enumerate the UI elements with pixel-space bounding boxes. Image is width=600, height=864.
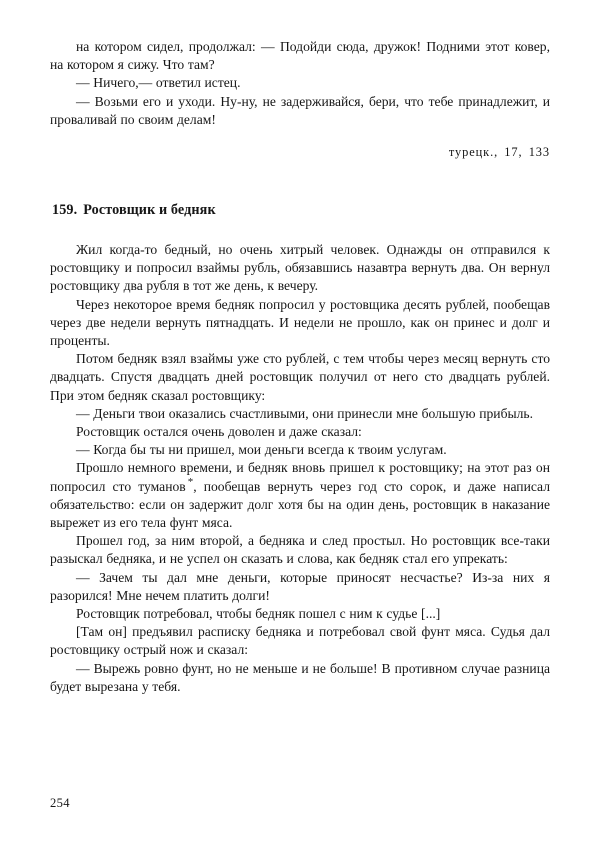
- paragraph-7: — Зачем ты дал мне деньги, которые приносят несчастье? Из-за них я разорился! Мне нечем платить долги!: [50, 569, 550, 603]
- paragraph-1: Жил когда-то бедный, но очень хитрый человек. Однажды он отправился к ростовщику и попросил взаймы рубль, обязавшись назавтра вернуть два. Он вернул ростовщику два рубля в тот же день, к вечеру.: [50, 242, 550, 294]
- paragraph-4: — Деньги твои оказались счастливыми, они принесли мне большую прибыль.: [76, 405, 534, 421]
- paragraph-3: Потом бедняк взял взаймы уже сто рублей, с тем чтобы через месяц вернуть сто двадцать. Спустя двадцать дней ростовщик получил от него сто двадцать рублей. При этом бедняк сказал ростовщику:: [50, 351, 550, 403]
- paragraph-continued-3: — Возьми его и уходи. Ну-ну, не задерживайся, бери, что тебе принадлежит, и проваливай по своим делам!: [50, 93, 550, 127]
- paragraph-continued-2: — Ничего,— ответил истец.: [76, 75, 241, 91]
- paragraph-year: Прошел год, за ним второй, а бедняка и след простыл. Но ростовщик все-таки разыскал бедняка, и не успел он сказать и слова, как бедняк стал его упрекать:: [50, 533, 550, 567]
- paragraph-continued-1: на котором сидел, продолжал: — Подойди сюда, дружок! Подними этот ковер, на котором я сижу. Что там?: [50, 39, 550, 73]
- story-body: [50, 241, 550, 696]
- story-heading: [50, 201, 550, 220]
- paragraph-6: — Когда бы ты ни пришел, мои деньги всегда к твоим услугам.: [76, 442, 447, 458]
- text-column: [50, 38, 550, 696]
- source-attribution: турецк., 17, 133: [448, 145, 550, 160]
- footnote-text-after: , пообещав вернуть через год сто сорок, и даже написал обязательство: если он задержит долг хотя бы на один день, ростовщик в наказание вырежет из его тела фунт мяса.: [50, 478, 550, 531]
- paragraph-5: Ростовщик остался очень доволен и даже сказал:: [76, 424, 362, 440]
- page-number: 254: [50, 796, 70, 810]
- paragraph-10: — Вырежь ровно фунт, но не меньше и не больше! В противном случае разница будет вырезана у тебя.: [50, 660, 550, 694]
- footnote-text-before: Прошло немного времени, и бедняк вновь пришел к ростовщику; на этот раз он попросил сто туманов: [50, 460, 550, 494]
- footnote-asterisk-icon: *: [187, 476, 194, 489]
- story-number: 159.: [52, 202, 78, 219]
- paragraph-9: [Там он] предъявил расписку бедняка и потребовал свой фунт мяса. Судья дал ростовщику острый нож и сказал:: [50, 624, 550, 658]
- paragraph-footnote-loan: [50, 459, 550, 532]
- paragraph-2: Через некоторое время бедняк попросил у ростовщика десять рублей, пообещав через две недели вернуть пятнадцать. И недели не прошло, как он принес и долг и проценты.: [50, 296, 550, 349]
- paragraph-8: Ростовщик потребовал, чтобы бедняк пошел с ним к судье [...]: [76, 606, 441, 622]
- story-title: Ростовщик и бедняк: [83, 202, 216, 219]
